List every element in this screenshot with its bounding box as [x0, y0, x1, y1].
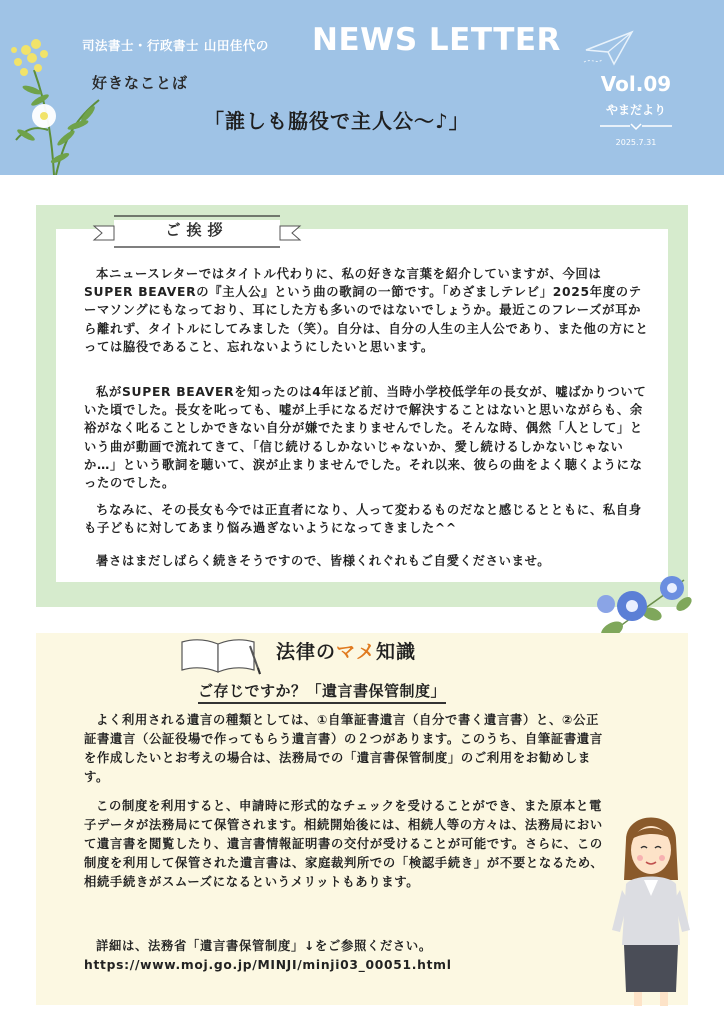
- greeting-closing: 暑さはまだしばらく続きそうですので、皆様くれぐれもご自愛くださいませ。: [96, 554, 551, 568]
- legal-paragraph: よく利用される遺言の種類としては、①自筆証書遺言（自分で書く遺言書）と、②公正証書遺言（公証役場で作ってもらう遺言書）の２つがあります。このうち、自筆証書遺言を作成したいとお考えの場合は、法務局での「遺言書保管制度」のご利用をお勧めします。: [84, 713, 603, 784]
- legal-detail: 詳細は、法務省「遺言書保管制度」↓をご参照ください。 https://www.moj.go.jp/MINJI/minji03_00051.html: [84, 939, 452, 972]
- newsletter-name: やまだより: [605, 103, 666, 117]
- greeting-paragraph: ちなみに、その長女も今では正直者になり、人って変わるものだなと感じるとともに、私自身も子どもに対してあまり悩み過ぎないようになってきました^^: [84, 503, 642, 536]
- legal-paragraph: この制度を利用すると、申請時に形式的なチェックを受けることができ、また原本と電子データが法務局にて保管されます。相続開始後には、相続人等の方々は、法務局において遺言書を閲覧したり、遺言書情報証明書の交付が受けることが可能です。さらに、この制度を利用して保管された遺言書は、家庭裁判所での「検認手続き」が不要となるため、相続手続きがスムーズになるというメリットもあります。: [84, 799, 604, 889]
- office-name: 司法書士・行政書士 山田佳代の: [82, 38, 269, 53]
- greeting-paragraph: 本ニュースレターではタイトル代わりに、私の好きな言葉を紹介していますが、今回はSUPER BEAVERの『主人公』という曲の歌詞の一節です。「めざましテレビ」2025年度のテーマソングにもなっており、耳にした方も多いのではないでしょうか。最近このフレーズが耳から離れず、タイトルにしてみました（笑）。自分は、自分の人生の主人公であり、また他の方にとっては脇役であること、忘れないようにしたいと思います。: [84, 267, 649, 354]
- newsletter-title: NEWS LETTER: [312, 22, 561, 58]
- issue-date: 2025.7.31: [615, 138, 657, 147]
- newsletter-subtitle: 好きなことば: [92, 74, 189, 92]
- divider-chevron: [600, 121, 672, 133]
- header: [0, 0, 724, 175]
- woman-illustration-icon: [606, 800, 696, 1010]
- greeting-paragraph: 私がSUPER BEAVERを知ったのは4年ほど前、当時小学校低学年の長女が、嘘ばかりついていた頃でした。長女を叱っても、嘘が上手になるだけで解決することはないと思いながらも、余裕がなく叱ることしかできない自分が嫌でたまりませんでした。そんな時、偶然「人として」という曲が動画で流れてきて、「信じ続けるしかないじゃないか、愛し続けるしかないじゃないか…」という歌詞を聴いて、涙が止まりませんでした。それ以来、彼らの曲をよく聴くようになったのでした。: [84, 385, 647, 491]
- volume-number: Vol.09: [600, 72, 672, 96]
- legal-question: ご存じですか？「遺言書保管制度」: [198, 680, 446, 704]
- greeting-label: ご挨拶: [165, 221, 229, 239]
- legal-section-title: 法律のマメ知識: [276, 641, 417, 663]
- legal-url[interactable]: https://www.moj.go.jp/MINJI/minji03_00051.html: [84, 958, 452, 972]
- headline: 「誰しも脇役で主人公～♪」: [204, 109, 470, 133]
- paper-plane-icon: [582, 28, 636, 68]
- open-book-icon: [178, 636, 262, 676]
